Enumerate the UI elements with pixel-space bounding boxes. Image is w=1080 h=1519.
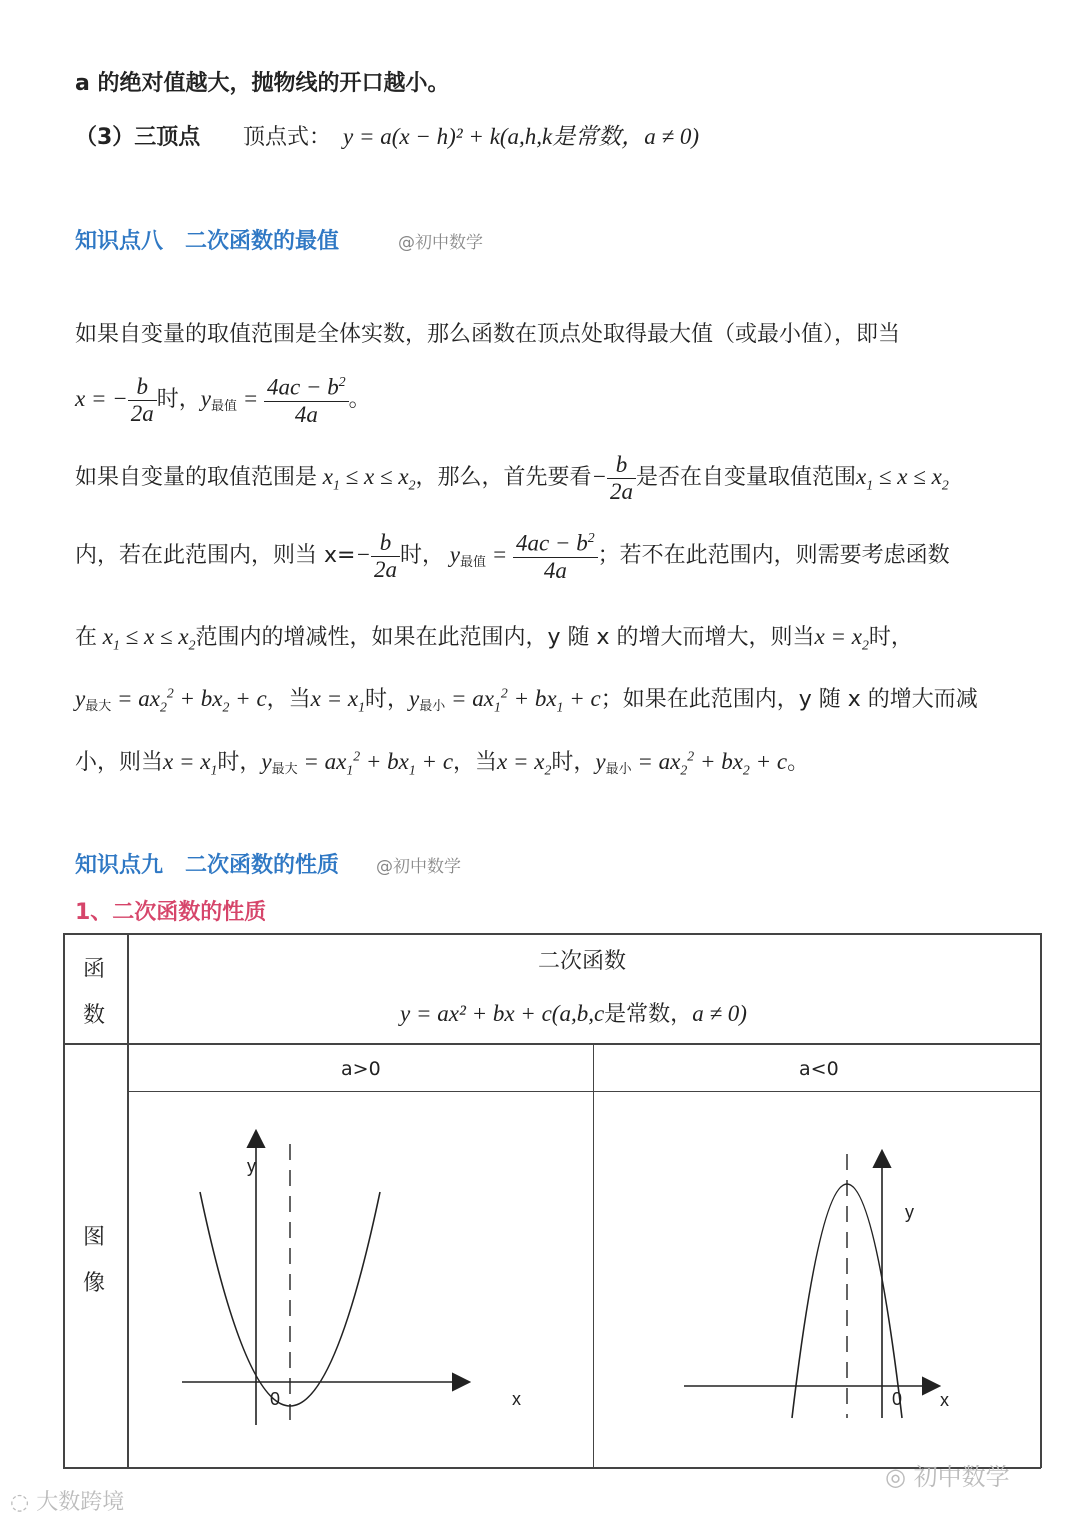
formula-range: $x_1 \le x \le x_2$ (317, 463, 416, 493)
section8-line-5 (75, 620, 913, 654)
text-decreasing: ；如果在此范围内，y 随 x 的增大而减 (600, 687, 978, 712)
watermark-left-icon: ◌ (10, 1490, 30, 1515)
table-border-right (1040, 933, 1042, 1468)
text-when-8: 时， (551, 750, 596, 775)
formula-neg-b-2a-2: − $\frac{b}{2a}$ (355, 542, 400, 567)
text-range-intro: 如果自变量的取值范围是 (75, 464, 318, 490)
text-in-range: 是否在自变量取值范围 (636, 464, 857, 490)
general-form-constants: 是常数， (604, 1002, 693, 1027)
intro-line: a 的绝对值越大，抛物线的开口越小。 (75, 71, 450, 96)
section8-paragraph-1: 如果自变量的取值范围是全体实数，那么函数在顶点处取得最大值（或最小值），即当 (75, 322, 901, 347)
formula-neg-b-2a: − $\frac{b}{2a}$ (591, 464, 636, 489)
formula-x-eq-x2-2: $x = x_2$ (497, 749, 552, 778)
text-period-2: 。 (787, 750, 810, 775)
text-if-not-in-range: ；若不在此范围内，则需要考虑函数 (597, 543, 950, 569)
text-then-when: 小，则当 (75, 750, 164, 775)
y-axis-label: y (247, 1156, 256, 1176)
section8-tag: @初中数学 (398, 233, 483, 253)
table-row-divider (63, 1043, 1041, 1045)
table-header-title: 二次函数 (538, 949, 627, 974)
section9-subtitle: 1、二次函数的性质 (75, 900, 267, 925)
table-header-formula (400, 997, 747, 1028)
section8-line-6 (75, 682, 978, 716)
graph-parabola-up (170, 1120, 550, 1430)
graph-parabola-down (670, 1140, 970, 1430)
origin-label: 0 (892, 1389, 903, 1409)
watermark-left (10, 1485, 124, 1516)
text-increasing: 范围内的增减性，如果在此范围内，y 随 x 的增大而增大，则当 (195, 625, 815, 650)
section8-line-2 (75, 374, 371, 428)
table-label-column-divider (127, 933, 129, 1468)
general-form-formula: y = ax² + bx + c(a,b,c (400, 1001, 605, 1026)
watermark-right (885, 1457, 1010, 1492)
column-header-a-negative: a<0 (799, 1058, 839, 1080)
text-if-in-range: 内，若在此范围内，则当 x= (75, 543, 356, 569)
formula-ymin-x2: y最小 = $ax_2^2 + bx_2 + c$ (595, 748, 788, 778)
x-axis-label: x (512, 1389, 521, 1409)
text-when-5: 时， (365, 687, 410, 712)
section8-line-4 (75, 530, 950, 584)
section8-title: 知识点八 二次函数的最值 (75, 229, 340, 254)
origin-label: 0 (270, 1389, 281, 1409)
formula-ymax-x1: y最大 = $ax_1^2 + bx_1 + c$ (261, 748, 454, 778)
row-label-function-2: 数 (83, 1003, 106, 1028)
general-form-condition: a ≠ 0) (692, 1001, 747, 1026)
formula-x-eq-x1-2: $x = x_1$ (163, 749, 218, 778)
table-subheader-divider (128, 1091, 1041, 1092)
wechat-icon: ◎ (885, 1463, 906, 1491)
watermark-left-text: 大数跨境 (36, 1490, 125, 1515)
text-first-check: ，那么，首先要看 (415, 464, 592, 490)
text-when-7: ，当 (453, 750, 498, 775)
text-when-4: ，当 (266, 687, 311, 712)
formula-range-3: $x_1 \le x \le x_2$ (97, 624, 196, 653)
text-when-6: 时， (217, 750, 262, 775)
item3-form-label: 顶点式： (243, 125, 332, 150)
formula-y-extreme: y最值 = $\frac{4ac - b^2}{4a}$ (201, 386, 349, 411)
formula-ymin-x1: y最小 = $ax_1^2 + bx_1 + c$ (409, 685, 601, 715)
formula-x-vertex: x = − $\frac{b}{2a}$ (75, 386, 157, 411)
column-header-a-positive: a>0 (341, 1058, 381, 1080)
text-when-2: 时， (399, 543, 444, 569)
watermark-right-text: 初中数学 (913, 1463, 1010, 1491)
text-when-3: 时， (868, 625, 913, 650)
section8-line-3 (75, 452, 949, 505)
table-border-left (63, 933, 65, 1468)
text-when: 时， (156, 387, 201, 413)
x-axis-label: x (940, 1390, 949, 1410)
section9-tag: @初中数学 (376, 857, 461, 877)
row-label-graph-2: 像 (83, 1271, 106, 1296)
formula-y-extreme-2: y最值 = $\frac{4ac - b^2}{4a}$ (444, 542, 598, 567)
row-label-graph-1: 图 (83, 1225, 106, 1250)
formula-ymax-x2: y最大 = $ax_2^2 + bx_2 + c$ (75, 685, 267, 715)
formula-range-2: $x_1 \le x \le x_2$ (856, 463, 949, 493)
section9-title: 知识点九 二次函数的性质 (75, 853, 340, 878)
table-border-top (63, 933, 1041, 935)
vertex-form-formula: y = a(x − h)² + k(a,h,k是常数，a ≠ 0) (343, 124, 700, 149)
text-in: 在 (75, 625, 98, 650)
row-label-function-1: 函 (83, 957, 106, 982)
text-period: 。 (348, 387, 371, 413)
formula-x-eq-x1: $x = x_1$ (310, 686, 366, 715)
table-column-divider (593, 1043, 594, 1468)
formula-x-eq-x2: $x = x_2$ (814, 624, 869, 653)
item3-label: （3）三顶点 (75, 125, 201, 150)
y-axis-label: y (905, 1202, 914, 1222)
section8-line-7 (75, 745, 809, 779)
